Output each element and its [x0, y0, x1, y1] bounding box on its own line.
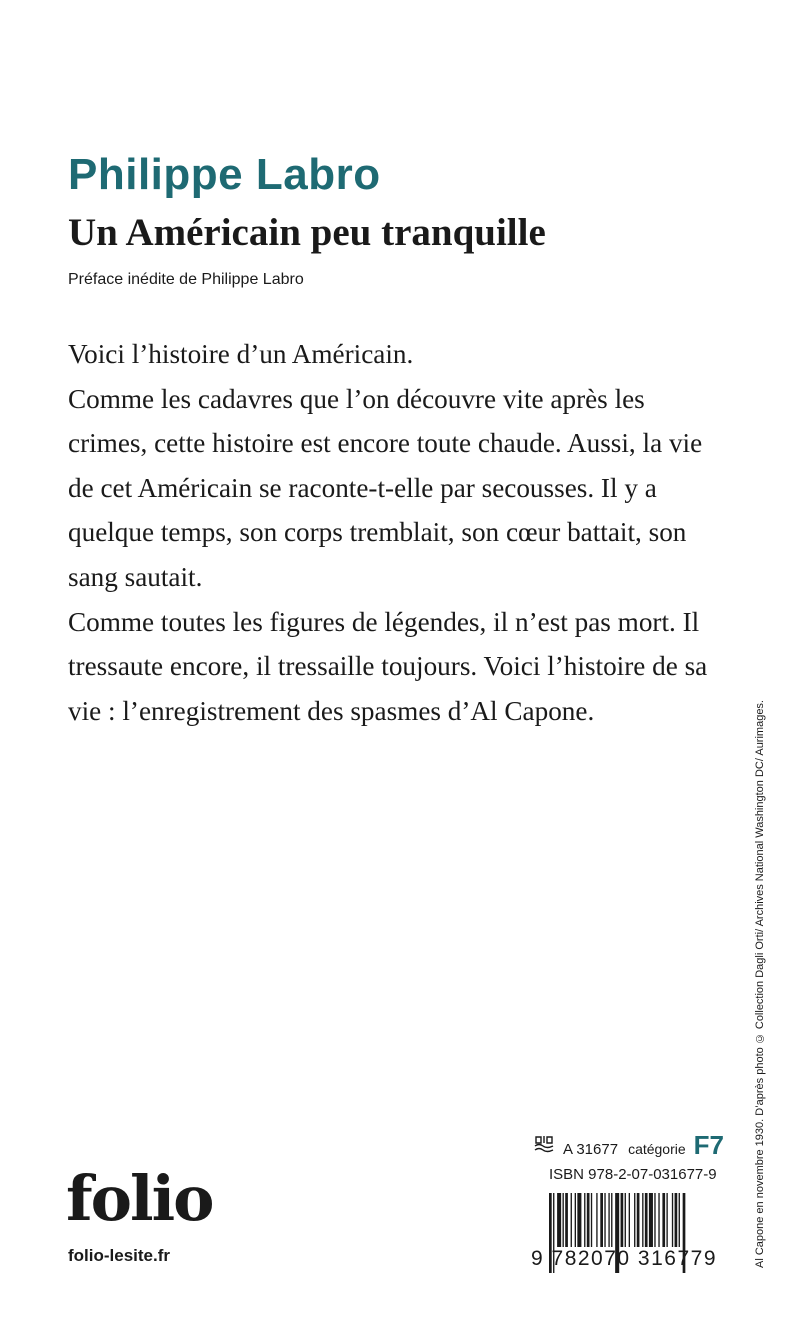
blurb-paragraph: Comme les cadavres que l’on découvre vite après les crimes, cette histoire est encore toute chaude. Aussi, la vie de cet Américain se raconte-t-elle par secousses. Il y a quelque temps, son corps tremblait, son cœur battait, son sang sautait. [68, 383, 703, 592]
publisher-website: folio-lesite.fr [68, 1246, 171, 1265]
category-label: catégorie [628, 1141, 686, 1157]
catalog-code: A 31677 [563, 1141, 619, 1158]
blurb-paragraph: Voici l’histoire d’un Américain. [68, 339, 414, 369]
photo-credit: Al Capone en novembre 1930. D’après photo © Collection Dagli Orti/ Archives National Washington DC/ Aurimages. [754, 700, 766, 1268]
catalog-line [533, 1130, 724, 1161]
folio-series-icon [533, 1134, 555, 1154]
isbn: ISBN 978-2-07-031677-9 [549, 1166, 717, 1183]
author-name: Philippe Labro [68, 150, 381, 199]
preface-note: Préface inédite de Philippe Labro [68, 271, 304, 288]
folio-logo: folio [66, 1162, 213, 1235]
barcode-digits: 9 782070 316779 [531, 1247, 717, 1270]
book-title: Un Américain peu tranquille [68, 211, 546, 254]
blurb-paragraph: Comme toutes les figures de légendes, il n’est pas mort. Il tressaute encore, il tressaille toujours. Voici l’histoire de sa vie : l’enregistrement des spasmes d’Al Capone. [68, 606, 708, 726]
back-cover-blurb [68, 332, 728, 733]
category-code: F7 [693, 1130, 724, 1160]
